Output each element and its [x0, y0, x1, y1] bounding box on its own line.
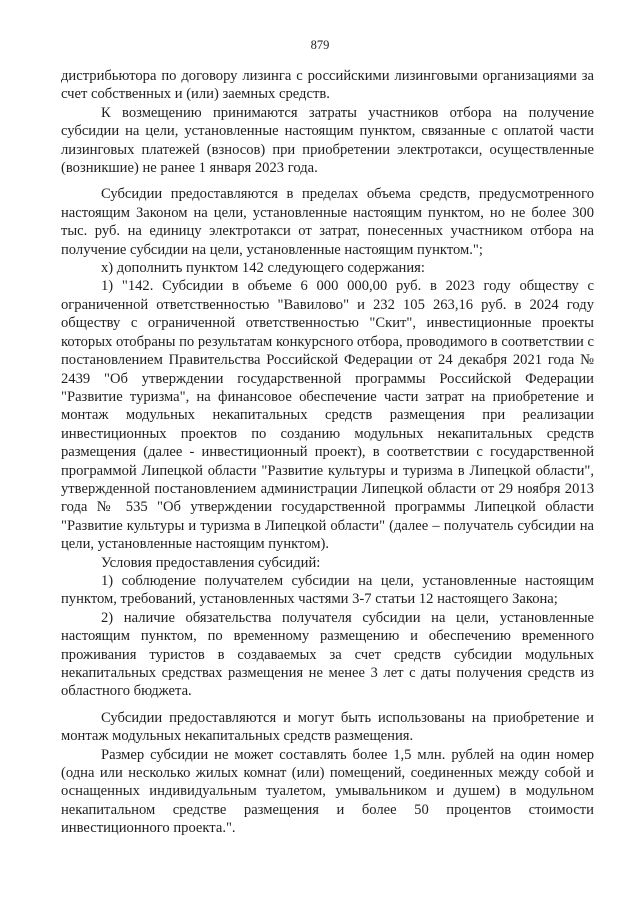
paragraph-7: 1) соблюдение получателем субсидии на цели, установленные настоящим пунктом, требований, установленных частями 3-7 статьи 12 настоящего Закона; — [61, 572, 594, 608]
paragraph-8: 2) наличие обязательства получателя субсидии на цели, установленные настоящим пунктом, по временному размещению и обеспечению временного проживания туристов в создаваемых за счет средств субсидии модульных некапитальных средствах размещения не менее 3 лет с даты получения средств из областного бюджета. — [61, 609, 594, 700]
paragraph-2: К возмещению принимаются затраты участников отбора на получение субсидии на цели, установленные настоящим пунктом, связанные с оплатой части лизинговых платежей (взносов) при приобретении электротакси, осуществленные (возникшие) не ранее 1 января 2023 года. — [61, 104, 594, 177]
paragraph-1: дистрибьютора по договору лизинга с российскими лизинговыми организациями за счет собственных и (или) заемных средств. — [61, 68, 594, 103]
paragraph-9: Субсидии предоставляются и могут быть использованы на приобретение и монтаж модульных некапитальных средств размещения. — [61, 709, 594, 745]
paragraph-5: 1) "142. Субсидии в объеме 6 000 000,00 руб. в 2023 году обществу с ограниченной ответственностью "Вавилово" и 232 105 263,16 руб. в 2024 году обществу с ограниченной ответственностью "Скит", инвестиционные проекты которых отобраны по результатам конкурсного отбора, проводимого в соответствии с постановлением Правительства Российской Федерации от 24 декабря 2021 года № 2439 "Об утверждении государственной программы Российской Федерации "Развитие туризма", на финансовое обеспечение части затрат на приобретение и монтаж модульных некапитальных средств размещения при реализации инвестиционных проектов по созданию модульных некапитальных средств размещения (далее - инвестиционный проект), в соответствии с государственной программой Липецкой области "Развитие культуры и туризма в Липецкой области", утвержденной постановлением администрации Липецкой области от 29 ноября 2013 года № 535 "Об утверждении государственной программы Липецкой области "Развитие культуры и туризма в Липецкой области" (далее – получатель субсидии на цели, установленные настоящим пунктом). — [61, 278, 594, 553]
paragraph-3: Субсидии предоставляются в пределах объема средств, предусмотренного настоящим Законом на цели, установленные настоящим пунктом, но не более 300 тыс. руб. на единицу электротакси от затрат, понесенных участником отбора на получение субсидии на цели, установленные настоящим пунктом."; — [61, 186, 594, 258]
paragraph-10: Размер субсидии не может составлять более 1,5 млн. рублей на один номер (одна или несколько жилых комнат (или) помещений, соединенных между собой и оснащенных индивидуальным туалетом, умывальником и душем) в модульном некапитальном средстве размещения и более 50 процентов стоимости инвестиционного проекта.". — [61, 746, 594, 837]
paragraph-4: х) дополнить пунктом 142 следующего содержания: — [101, 260, 425, 277]
paragraph-6: Условия предоставления субсидий: — [101, 554, 321, 571]
page-number: 879 — [310, 38, 330, 52]
document-body — [61, 67, 594, 838]
